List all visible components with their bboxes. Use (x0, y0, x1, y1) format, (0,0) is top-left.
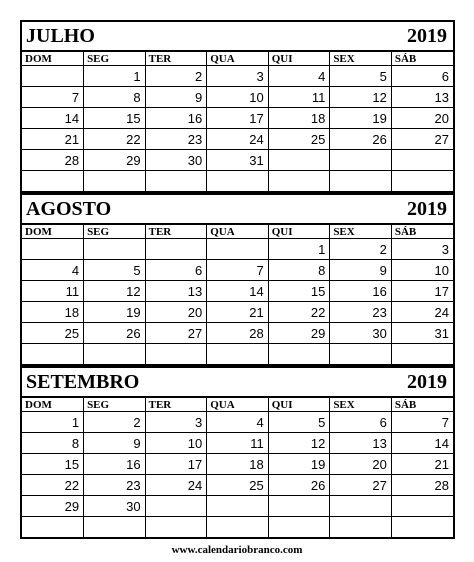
day-cell: 9 (330, 260, 392, 281)
day-cell (207, 171, 269, 192)
weekday-header: SEG (84, 398, 146, 412)
day-cell: 9 (84, 433, 146, 454)
day-cell: 21 (391, 454, 453, 475)
day-cell: 28 (391, 475, 453, 496)
day-cell (268, 150, 330, 171)
week-row (22, 171, 453, 192)
day-cell: 27 (145, 323, 207, 344)
weekday-header: SÁB (391, 52, 453, 66)
weekday-header: SÁB (391, 225, 453, 239)
day-cell (145, 517, 207, 538)
day-cell (330, 344, 392, 365)
day-cell: 11 (22, 281, 84, 302)
day-cell: 26 (330, 129, 392, 150)
day-cell: 6 (330, 412, 392, 433)
day-cell: 12 (268, 433, 330, 454)
week-row (22, 129, 453, 150)
day-cell: 19 (84, 302, 146, 323)
day-cell: 17 (391, 281, 453, 302)
day-cell: 7 (391, 412, 453, 433)
day-cell: 22 (22, 475, 84, 496)
day-cell (145, 344, 207, 365)
day-cell: 17 (145, 454, 207, 475)
week-row (22, 496, 453, 517)
day-cell: 19 (268, 454, 330, 475)
day-cell (84, 171, 146, 192)
day-cell: 13 (330, 433, 392, 454)
day-cell: 13 (145, 281, 207, 302)
day-cell: 9 (145, 87, 207, 108)
day-cell: 23 (145, 129, 207, 150)
week-row (22, 412, 453, 433)
day-cell (207, 344, 269, 365)
day-cell (145, 171, 207, 192)
month-year: 2019 (407, 370, 447, 393)
weekday-header: QUI (268, 225, 330, 239)
week-row (22, 323, 453, 344)
weekday-header: DOM (22, 225, 84, 239)
weekday-header: SEG (84, 225, 146, 239)
day-cell (268, 344, 330, 365)
week-row (22, 344, 453, 365)
website-footer: www.calendariobranco.com (171, 544, 303, 556)
day-cell: 10 (391, 260, 453, 281)
day-cell (145, 239, 207, 260)
month-name: SETEMBRO (26, 370, 140, 393)
weekday-header: QUI (268, 398, 330, 412)
day-cell (84, 239, 146, 260)
day-cell: 26 (84, 323, 146, 344)
month-header (22, 368, 453, 398)
day-cell: 5 (268, 412, 330, 433)
weekday-header: TER (145, 398, 207, 412)
day-cell: 2 (330, 239, 392, 260)
day-cell: 28 (207, 323, 269, 344)
weekday-header: TER (145, 225, 207, 239)
day-cell: 26 (268, 475, 330, 496)
days-grid (22, 398, 453, 537)
day-cell: 25 (22, 323, 84, 344)
day-cell: 13 (391, 87, 453, 108)
day-cell (391, 171, 453, 192)
day-cell (330, 150, 392, 171)
day-cell: 16 (145, 108, 207, 129)
day-cell: 31 (207, 150, 269, 171)
day-cell: 14 (207, 281, 269, 302)
day-cell: 16 (84, 454, 146, 475)
day-cell: 31 (391, 323, 453, 344)
day-cell: 11 (207, 433, 269, 454)
day-cell: 12 (84, 281, 146, 302)
day-cell: 2 (145, 66, 207, 87)
day-cell: 3 (207, 66, 269, 87)
day-cell: 6 (391, 66, 453, 87)
month-year: 2019 (407, 197, 447, 220)
day-cell: 15 (22, 454, 84, 475)
day-cell: 1 (22, 412, 84, 433)
day-cell: 15 (268, 281, 330, 302)
day-cell: 8 (22, 433, 84, 454)
week-row (22, 260, 453, 281)
day-cell: 28 (22, 150, 84, 171)
weekday-header: DOM (22, 398, 84, 412)
week-row (22, 239, 453, 260)
day-cell: 23 (84, 475, 146, 496)
month-calendar-2 (20, 366, 455, 539)
day-cell: 18 (268, 108, 330, 129)
day-cell: 8 (84, 87, 146, 108)
week-row (22, 475, 453, 496)
day-cell: 6 (145, 260, 207, 281)
day-cell: 16 (330, 281, 392, 302)
day-cell: 25 (207, 475, 269, 496)
day-cell: 18 (207, 454, 269, 475)
day-cell (207, 517, 269, 538)
day-cell: 3 (145, 412, 207, 433)
month-calendar-1 (20, 193, 455, 366)
day-cell: 27 (330, 475, 392, 496)
weekday-header: SEX (330, 398, 392, 412)
day-cell: 24 (207, 129, 269, 150)
weekday-header: TER (145, 52, 207, 66)
week-row (22, 517, 453, 538)
weekday-header: SEX (330, 225, 392, 239)
day-cell: 21 (207, 302, 269, 323)
day-cell: 4 (22, 260, 84, 281)
month-calendar-0 (20, 20, 455, 193)
weekday-header: DOM (22, 52, 84, 66)
day-cell (84, 517, 146, 538)
day-cell: 22 (84, 129, 146, 150)
day-cell: 7 (207, 260, 269, 281)
day-cell: 14 (391, 433, 453, 454)
month-header (22, 22, 453, 52)
day-cell (22, 517, 84, 538)
weekday-header: QUA (207, 52, 269, 66)
month-name: AGOSTO (26, 197, 112, 220)
days-grid (22, 225, 453, 364)
day-cell: 8 (268, 260, 330, 281)
day-cell: 21 (22, 129, 84, 150)
day-cell: 5 (84, 260, 146, 281)
day-cell: 1 (84, 66, 146, 87)
day-cell: 3 (391, 239, 453, 260)
day-cell: 18 (22, 302, 84, 323)
day-cell (145, 496, 207, 517)
day-cell (391, 496, 453, 517)
day-cell: 10 (207, 87, 269, 108)
day-cell: 22 (268, 302, 330, 323)
day-cell: 29 (268, 323, 330, 344)
day-cell: 29 (22, 496, 84, 517)
day-cell (207, 239, 269, 260)
day-cell: 4 (207, 412, 269, 433)
month-header (22, 195, 453, 225)
day-cell: 1 (268, 239, 330, 260)
week-row (22, 108, 453, 129)
day-cell: 23 (330, 302, 392, 323)
day-cell (268, 517, 330, 538)
day-cell: 14 (22, 108, 84, 129)
week-row (22, 433, 453, 454)
day-cell: 10 (145, 433, 207, 454)
day-cell: 20 (330, 454, 392, 475)
week-row (22, 87, 453, 108)
month-year: 2019 (407, 24, 447, 47)
day-cell: 19 (330, 108, 392, 129)
week-row (22, 150, 453, 171)
day-cell (391, 517, 453, 538)
day-cell (207, 496, 269, 517)
day-cell: 30 (145, 150, 207, 171)
day-cell: 30 (84, 496, 146, 517)
day-cell (330, 171, 392, 192)
day-cell (330, 517, 392, 538)
week-row (22, 454, 453, 475)
day-cell: 30 (330, 323, 392, 344)
day-cell: 20 (391, 108, 453, 129)
day-cell (391, 150, 453, 171)
day-cell: 4 (268, 66, 330, 87)
day-cell: 7 (22, 87, 84, 108)
day-cell: 17 (207, 108, 269, 129)
day-cell (391, 344, 453, 365)
week-row (22, 66, 453, 87)
day-cell (22, 239, 84, 260)
day-cell: 24 (391, 302, 453, 323)
day-cell (268, 171, 330, 192)
day-cell (268, 496, 330, 517)
day-cell: 20 (145, 302, 207, 323)
day-cell: 12 (330, 87, 392, 108)
weekday-header: SÁB (391, 398, 453, 412)
weekday-header: QUA (207, 398, 269, 412)
day-cell: 24 (145, 475, 207, 496)
month-name: JULHO (26, 24, 95, 47)
weekday-header: SEG (84, 52, 146, 66)
day-cell: 25 (268, 129, 330, 150)
weekday-header: SEX (330, 52, 392, 66)
day-cell: 2 (84, 412, 146, 433)
week-row (22, 302, 453, 323)
weekday-header: QUI (268, 52, 330, 66)
day-cell: 5 (330, 66, 392, 87)
week-row (22, 281, 453, 302)
day-cell: 27 (391, 129, 453, 150)
day-cell (22, 171, 84, 192)
day-cell (330, 496, 392, 517)
day-cell (22, 66, 84, 87)
weekday-header: QUA (207, 225, 269, 239)
day-cell: 11 (268, 87, 330, 108)
days-grid (22, 52, 453, 191)
day-cell (22, 344, 84, 365)
day-cell (84, 344, 146, 365)
day-cell: 29 (84, 150, 146, 171)
day-cell: 15 (84, 108, 146, 129)
